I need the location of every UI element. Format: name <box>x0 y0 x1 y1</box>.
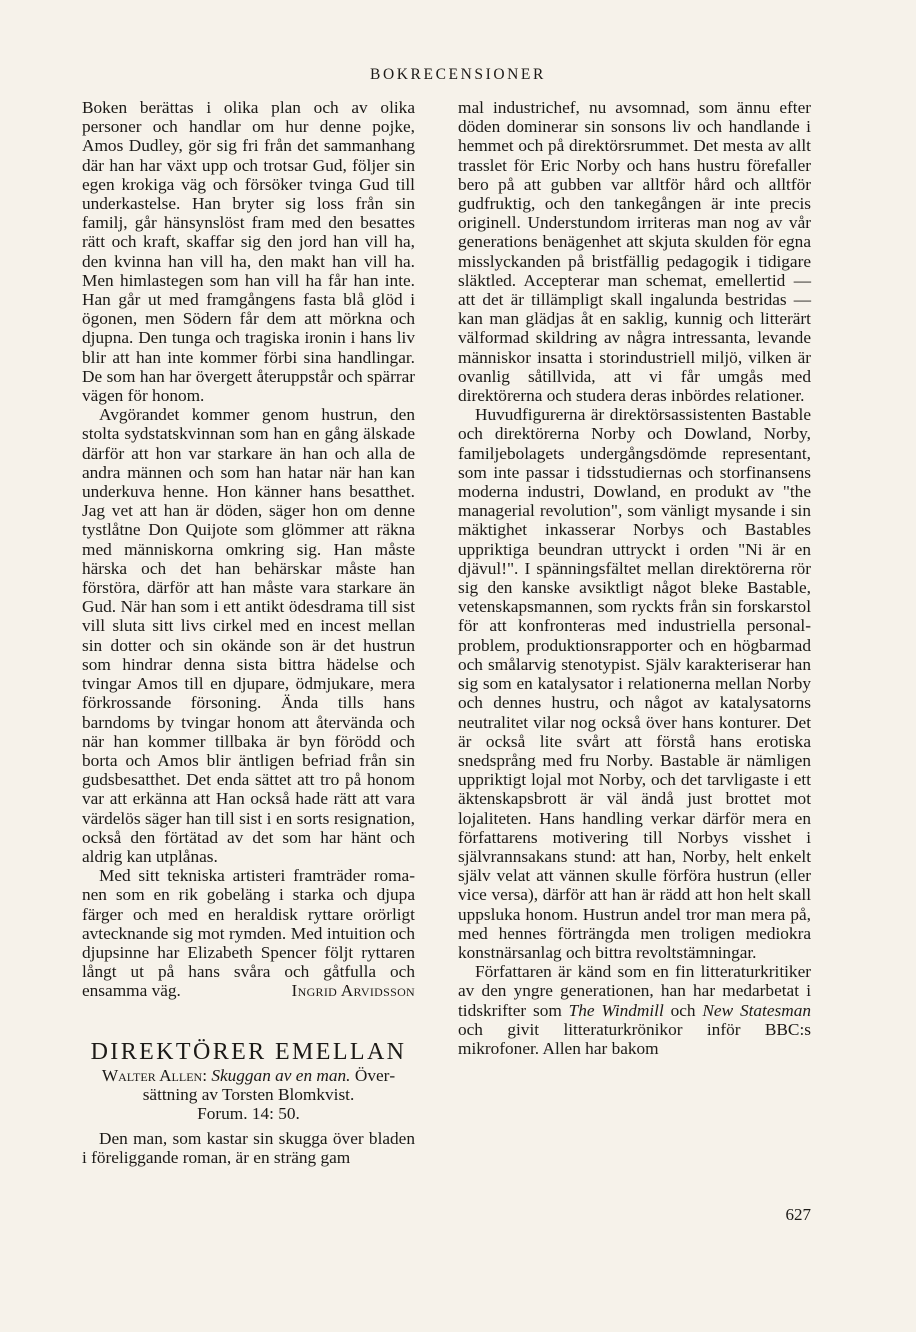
reviewer-signature: Ingrid Arvidsson <box>291 981 415 1001</box>
bibliography-entry <box>82 1066 415 1124</box>
closing-paragraph <box>82 866 415 1000</box>
paragraph: Avgörandet kommer genom hustrun, den stolta sydstatskvinnan som han en gång älskade därför att hon var starkare än han och alla de andra männen och som han hatar när han kan underkuva henne. Hon känner hans besatthet. Jag vet att han är döden, säger hon om denne tystlåtne Don Quijote som glömmer att räkna med människorna omkring sig. Han måste härska och det han behärskar måste han förstöra, därför att han måste vara starkare än Gud. När han som i ett antikt ödesdrama till sist vill sluta sitt livs cirkel med en incest mellan sin dotter och sin okände son är det hustrun som hindrar denna sista bittra hädelse och tvingar Amos till en djupare, ödmjukare, mera förkrossande försoning. Ända tills hans barndoms by tvingar honom att återvända och när han kommer tillbaka är byn förödd och borta och Amos blir äntligen befriad från sin gudsbesatthet. Det enda sättet att tro på honom var att erkänna att Han också hade rätt att vara värdelös säger han till sist i en sorts resignation, också den förtätad av det som har hänt och aldrig kan utplånas. <box>82 405 415 866</box>
paragraph: Boken berättas i olika plan och av olika personer och handlar om hur denne pojke, Amos Dudley, gör sig fri från det sammanhang där han har växt upp och trotsar Gud, följer sin egen krokiga väg och försöker tvinga Gud till underkastelse. Han bryter sig loss från sin familj, går hänsynslöst fram med den besattes rätt och kraft, skaffar sig den jord han vill ha, den kvinna han vill ha, den makt han vill ha. Men himlastegen som han vill ha får han inte. Han går ut med framgångens fasta blå glöd i ögonen, men Södern får dem att mörkna och djupna. Den tunga och tragiska ironin i hans liv blir att han inte kommer förbi sina handlingar. De som han har övergett återuppstår och spärrar vägen för honom. <box>82 98 415 406</box>
closing-paragraph-text: Med sitt tekniska artisteri framträder romanen som en rik gobeläng i starka och djupa färger och med en heraldisk ryttare orörligt avtecknande sig mot rymden. Med intuition och djupsinne har Elizabeth Spencer följt ryttaren långt ut på hans svåra och gåtfulla och ensamma väg. <box>82 866 415 1001</box>
paragraph-text: Författaren är känd som en fin litteraturkritiker av den yngre generationen, han har medarbetat i tidskrifter som <box>458 962 811 1020</box>
book-author: Walter Allen <box>101 1065 203 1085</box>
paragraph <box>458 962 811 1058</box>
paragraph: mal industrichef, nu avsomnad, som ännu efter döden dominerar sin sonsons liv och handlande i hemmet och på direktörsrummet. Det mesta av allt trasslet för Eric Norby och hans hustru förefaller bero på att gubben var alltför hård och alltför gudfruktig, och den tankegången är inte precis originell. Understundom irriteras man nog av vår generations benägenhet att skjuta skulden för egna misslyckanden på bristfällig pedagogik i tidigare släktled. Accepterar man schemat, emellertid — att det är tillämpligt skall ingalunda bestridas — kan man glädjas åt en saklig, kunnig och litterärt välformad skildring av några intressanta, levande människor insatta i storindustriell miljö, vilken är ovanlig såtillvida, att vi får umgås med direktörerna och studera deras inbördes relationer. <box>458 98 811 406</box>
page-number: 627 <box>785 1205 811 1224</box>
book-title: Skuggan av en man. <box>211 1065 351 1085</box>
magazine-title: New Statesman <box>702 1000 811 1020</box>
left-column <box>82 98 415 1168</box>
bibliography-translation: Översättning av Torsten Blomkvist. <box>142 1065 396 1104</box>
bibliography-publisher: Forum. 14: 50. <box>197 1103 300 1123</box>
section-title: DIREKTÖRER EMELLAN <box>90 1038 407 1065</box>
paragraph: Den man, som kastar sin skugga över bladen i föreliggande roman, är en sträng gam <box>82 1129 415 1168</box>
bibliography-separator: : <box>202 1065 212 1085</box>
right-column <box>458 98 811 1058</box>
paragraph-text: och givit litteraturkrönikor inför BBC:s mikrofoner. Allen har bakom <box>458 1019 811 1058</box>
magazine-title: The Windmill <box>568 1000 664 1020</box>
paragraph-text: och <box>663 1000 703 1020</box>
paragraph: Huvudfigurerna är direktörsassistenten Bastable och direktörerna Norby och Dowland, Norby, familjebolagets undergångsdömde representant, som inte passar i tidsstudiernas och storfinansens moderna industri, Dowland, en produkt av "the managerial revolution", som vänligt mysande i sin mäktighet inkasserar Norbys och Bastables uppriktiga beundran uttryckt i orden "Ni är en djävul!". I spänningsfältet mellan direktörerna rör sig den kanske avsiktligt något bleke Bastable, vetenskapsmannen, som ryckts från sin forskarstol för att konfronteras med industriella personalproblem, produktionsrapporter och en högbarmad och smålarvig stenotypist. Själv karakteriserar han sig som en katalysator i relationerna mellan Norby och dennes hustru, och något av katalysatorns neutralitet vilar nog också över hans konturer. Det är också lite svårt att förstå hans erotiska snedsprång med fru Norby. Bastable är nämligen uppriktigt lojal mot Norby, och det tarvligaste i ett äktenskapsbrott är väl ändå just brottet mot lojaliteten. Hans handling verkar därför mera en författarens motivering till Norbys visshet i självrannsakans stund: att han, Norby, helt enkelt själv velat att vännen skulle förföra hustrun (eller vice versa), därför att han är rädd att hon helt skall uppsluka honom. Hustrun andel tror man mera på, med hennes förträngda men troligen mediokra konstnärsanlag och bittra revoltstämningar. <box>458 405 811 962</box>
running-head: BOKRECENSIONER <box>370 66 546 83</box>
